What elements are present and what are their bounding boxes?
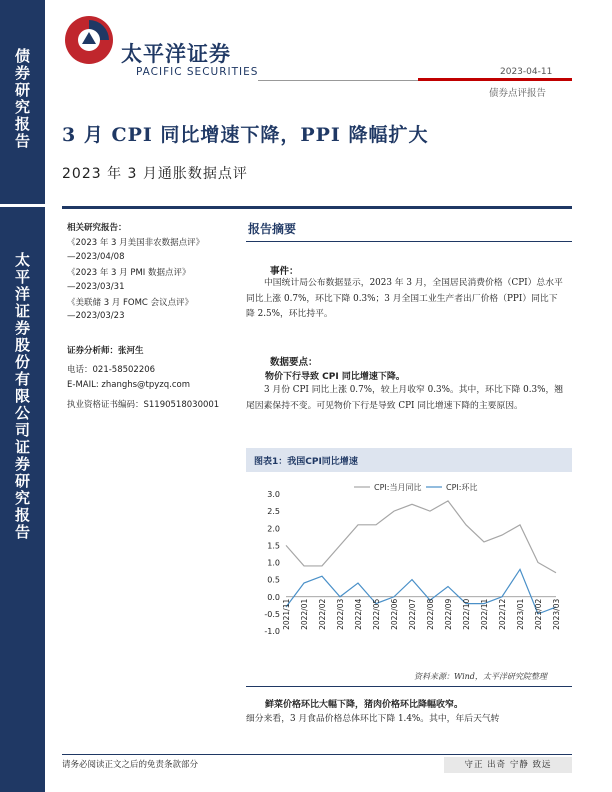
chart-header bbox=[246, 448, 572, 472]
related-report-date: —2023/03/31 bbox=[67, 282, 125, 292]
header-divider bbox=[258, 80, 420, 81]
chart-source: 资料来源：Wind，太平洋研究院整理 bbox=[414, 672, 547, 681]
footer-divider bbox=[62, 754, 572, 755]
x-tick-label: 2022/04 bbox=[354, 598, 363, 630]
x-tick-label: 2022/01 bbox=[300, 598, 309, 630]
analyst-name: 证券分析师：张河生 bbox=[67, 346, 144, 356]
analyst-license: 执业资格证书编码：S1190518030001 bbox=[67, 400, 220, 410]
sidebar-report-category: 债券研究报告 bbox=[13, 48, 31, 150]
report-type: 债券点评报告 bbox=[489, 88, 547, 99]
legend-label: CPI:当月同比 bbox=[374, 483, 422, 492]
analyst-phone: 电话：021-58502206 bbox=[67, 365, 156, 375]
point2-text: 细分来看，3 月食品价格总体环比下降 1.4%。其中，年后天气转 bbox=[246, 714, 500, 724]
y-tick-label: 3.0 bbox=[267, 490, 280, 499]
analyst-email[interactable]: E-MAIL: zhanghs@tpyzq.com bbox=[67, 380, 191, 390]
point2-heading: 鲜菜价格环比大幅下降，猪肉价格环比降幅收窄。 bbox=[265, 700, 464, 710]
header-accent-bar bbox=[418, 78, 572, 81]
event-text: 中国统计局公布数据显示，2023 年 3 月，全国居民消费价格（CPI）总水平同比上涨 0.7%，环比下降 0.3%；3 月全国工业生产者出厂价格（PPI）同比下降 2.5%，环比持平。 bbox=[246, 278, 563, 319]
point1-heading: 物价下行导致 CPI 同比增速下降。 bbox=[265, 372, 405, 382]
y-tick-label: 0.0 bbox=[267, 592, 280, 602]
y-tick-label: 2.0 bbox=[267, 524, 280, 534]
title-divider bbox=[62, 206, 572, 209]
related-report-item[interactable]: 《2023 年 3 月美国非农数据点评》 bbox=[67, 238, 205, 248]
x-tick-label: 2022/05 bbox=[372, 598, 381, 630]
chart-source-divider bbox=[246, 686, 572, 687]
sidebar-company-name: 太平洋证券股份有限公司证券研究报告 bbox=[13, 252, 31, 541]
cpi-chart bbox=[246, 474, 572, 670]
x-tick-label: 2022/09 bbox=[444, 598, 453, 630]
y-tick-label: -0.5 bbox=[264, 609, 280, 619]
x-tick-label: 2023/01 bbox=[516, 598, 525, 630]
related-report-date: —2023/03/23 bbox=[67, 311, 125, 321]
x-tick-label: 2022/03 bbox=[336, 598, 345, 630]
brand-name-en: PACIFIC SECURITIES bbox=[136, 66, 259, 78]
related-report-date: —2023/04/08 bbox=[67, 252, 125, 262]
point1-text: 3 月份 CPI 同比上涨 0.7%，较上月收窄 0.3%。其中，环比下降 0.3%，翘尾因素保持不变。可见物价下行是导致 CPI 同比增速下降的主要原因。 bbox=[246, 385, 564, 411]
x-tick-label: 2022/02 bbox=[318, 598, 327, 630]
footer-disclaimer[interactable]: 请务必阅读正文之后的免责条款部分 bbox=[62, 760, 199, 770]
summary-divider bbox=[246, 241, 572, 242]
x-tick-label: 2023/02 bbox=[534, 598, 543, 630]
x-tick-label: 2022/07 bbox=[408, 598, 417, 630]
cpi-line-chart bbox=[246, 474, 572, 670]
report-title: 3 月 CPI 同比增速下降，PPI 降幅扩大 bbox=[62, 124, 429, 146]
points-label: 数据要点： bbox=[270, 357, 318, 368]
x-tick-label: 2021/11 bbox=[282, 598, 291, 630]
y-tick-label: 0.5 bbox=[267, 575, 280, 585]
company-logo-icon bbox=[63, 14, 115, 66]
x-tick-label: 2022/06 bbox=[390, 598, 399, 630]
legend-label: CPI:环比 bbox=[446, 483, 478, 492]
sidebar-separator bbox=[0, 204, 45, 207]
x-tick-label: 2022/11 bbox=[480, 598, 489, 630]
x-tick-label: 2022/12 bbox=[498, 598, 507, 630]
x-tick-label: 2022/08 bbox=[426, 598, 435, 630]
related-report-item[interactable]: 《2023 年 3 月 PMI 数据点评》 bbox=[67, 268, 191, 278]
event-label: 事件： bbox=[270, 266, 299, 277]
y-tick-label: 2.5 bbox=[267, 507, 280, 517]
summary-title: 报告摘要 bbox=[248, 222, 297, 236]
y-tick-label: -1.0 bbox=[264, 627, 280, 636]
x-tick-label: 2023/03 bbox=[552, 598, 561, 630]
chart-title: 图表1：我国CPI同比增速 bbox=[254, 457, 358, 467]
brand-name-cn: 太平洋证券 bbox=[121, 42, 231, 66]
series-line-yoy bbox=[286, 501, 556, 573]
y-tick-label: 1.5 bbox=[267, 541, 280, 551]
report-date: 2023-04-11 bbox=[500, 67, 553, 77]
related-report-item[interactable]: 《美联储 3 月 FOMC 会议点评》 bbox=[67, 298, 194, 308]
report-subtitle: 2023 年 3 月通胀数据点评 bbox=[62, 166, 248, 182]
x-tick-label: 2022/10 bbox=[462, 598, 471, 630]
related-reports-heading: 相关研究报告： bbox=[67, 223, 127, 233]
footer-motto: 守正 出奇 宁静 致远 bbox=[444, 757, 572, 773]
y-tick-label: 1.0 bbox=[267, 558, 280, 568]
